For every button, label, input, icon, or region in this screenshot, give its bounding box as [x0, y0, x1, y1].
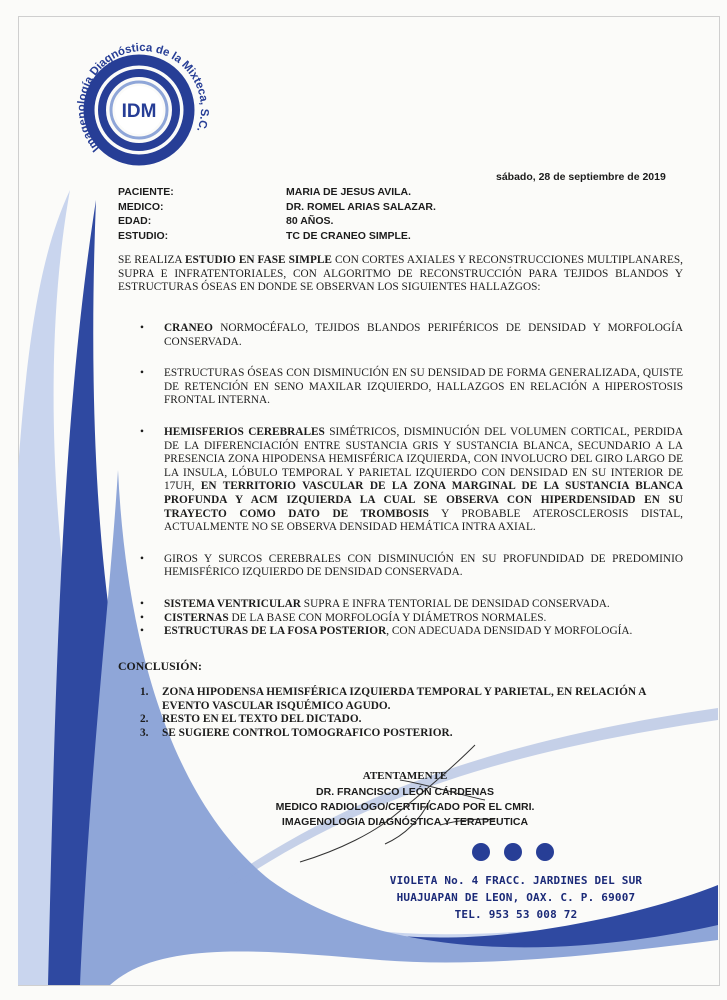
report-date: sábado, 28 de septiembre de 2019 — [496, 171, 666, 183]
finding-text: SIMÉTRICOS, DISMINUCIÓN DEL VOLUMEN CORTICAL, PERDIDA DE LA DIFERENCIACIÓN ENTRE SUSTANCIA GRIS Y SUSTANCIA BLANCA, SECUNDARIO A LA PRESENCIA ZONA HIPODENSA HEMISFÉRICA IZQUIERDA, CON INVOLUCRO DEL GIRO LARGO DE LA INSULA, LÓBULO TEMPORAL Y PARIETAL IZQUIERDO CON DENSIDAD EN SU INTERIOR DE 17UH, — [164, 425, 683, 493]
finding-emphasis: EN TERRITORIO VASCULAR DE LA ZONA MARGINAL DE LA SUSTANCIA BLANCA PROFUNDA Y ACM IZQUIERDA LA CUAL SE OBSERVA CON HIPERDENSIDAD EN SU TRAYECTO COMO DATO DE TROMBOSIS — [164, 480, 683, 520]
dot-icon — [536, 843, 554, 861]
finding-text: ESTRUCTURAS ÓSEAS CON DISMINUCIÓN EN SU DENSIDAD DE FORMA GENERALIZADA, QUISTE DE RETENCIÓN EN SENO MAXILAR IZQUIERDO, HALLAZGOS EN RELACIÓN A HIPEROSTOSIS FRONTAL INTERNA. — [164, 367, 683, 407]
bullet-icon: • — [140, 625, 144, 638]
idm-logo — [62, 30, 212, 180]
finding-craneo — [140, 322, 683, 349]
patient-label: PACIENTE: — [118, 186, 174, 198]
finding-heading: CRANEO — [164, 322, 213, 334]
conclusion-text: ZONA HIPODENSA HEMISFÉRICA IZQUIERDA TEMPORAL Y PARIETAL, EN RELACIÓN A EVENTO VASCULAR ISQUÉMICO AGUDO. — [162, 686, 646, 712]
finding-heading: HEMISFERIOS CEREBRALES — [164, 425, 325, 438]
conclusion-item — [140, 686, 683, 713]
finding-hemisferios — [140, 426, 683, 535]
conclusion-text: SE SUGIERE CONTROL TOMOGRAFICO POSTERIOR. — [162, 726, 453, 739]
finding-text: SUPRA E INFRA TENTORIAL DE DENSIDAD CONSERVADA. — [300, 597, 610, 610]
conclusion-number: 3. — [140, 726, 149, 739]
dot-icon — [472, 843, 490, 861]
patient-value: MARIA DE JESUS AVILA. — [286, 186, 412, 198]
conclusion-item — [140, 727, 683, 741]
finding-cisternas — [140, 612, 683, 626]
conclusions-list — [140, 686, 683, 740]
study-label: ESTUDIO: — [118, 229, 169, 242]
conclusion-text: RESTO EN EL TEXTO DEL DICTADO. — [162, 713, 362, 726]
finding-fosa-posterior — [140, 625, 683, 639]
intro-paragraph — [118, 254, 683, 295]
doctor-row — [118, 200, 436, 215]
finding-heading: ESTRUCTURAS DE LA FOSA POSTERIOR — [164, 625, 387, 638]
conclusion-item — [140, 713, 683, 727]
doctor-value: DR. ROMEL ARIAS SALAZAR. — [286, 200, 436, 213]
finding-text: NORMOCÉFALO, TEJIDOS BLANDOS PERIFÉRICOS DE DENSIDAD Y MORFOLOGÍA CONSERVADA. — [164, 322, 683, 348]
signature-name: DR. FRANCISCO LEÓN CÁRDENAS — [316, 786, 494, 798]
conclusion-number: 1. — [140, 686, 149, 698]
finding-heading: SISTEMA VENTRICULAR — [164, 597, 301, 610]
age-value: 80 AÑOS. — [286, 215, 334, 227]
finding-giros-surcos — [140, 553, 683, 580]
intro-text-start: SE REALIZA — [118, 254, 185, 266]
study-row — [118, 229, 436, 244]
finding-heading: CISTERNAS — [164, 611, 229, 624]
findings-list — [140, 322, 683, 639]
finding-sistema-ventricular — [140, 598, 683, 612]
dot-icon — [504, 843, 522, 861]
address-line-1: VIOLETA No. 4 FRACC. JARDINES DEL SUR — [389, 874, 643, 887]
study-value: TC DE CRANEO SIMPLE. — [286, 229, 411, 242]
logo-arc-text: Imagenología Diagnóstica de la Mixteca, S.C. — [75, 42, 211, 154]
age-label: EDAD: — [118, 215, 152, 227]
finding-text: DE LA BASE CON MORFOLOGÍA Y DIÁMETROS NORMALES. — [228, 611, 547, 624]
bullet-icon: • — [140, 611, 144, 624]
signature-org: IMAGENOLOGIA DIAGNÓSTICA Y TERAPEUTICA — [281, 816, 529, 828]
finding-text: GIROS Y SURCOS CEREBRALES CON DISMINUCIÓN EN SU PROFUNDIDAD DE PREDOMINIO HEMISFÉRICO IZQUIERDO DE DENSIDAD CONSERVADA. — [164, 552, 683, 579]
logo-monogram: IDM — [121, 101, 157, 122]
patient-header — [118, 185, 436, 243]
signature-closing: ATENTAMENTE — [362, 770, 448, 782]
intro-bold: ESTUDIO EN FASE SIMPLE — [184, 254, 332, 266]
bullet-icon: • — [140, 552, 144, 565]
doctor-label: MEDICO: — [118, 200, 164, 213]
age-row — [118, 214, 436, 229]
finding-estructuras-oseas — [140, 367, 683, 408]
bullet-icon: • — [140, 367, 144, 380]
conclusion-number: 2. — [140, 713, 149, 726]
conclusion-title: CONCLUSIÓN: — [118, 659, 202, 673]
bullet-icon: • — [140, 425, 144, 438]
finding-text: , CON ADECUADA DENSIDAD Y MORFOLOGÍA. — [386, 625, 633, 638]
intro-text-end: CON CORTES AXIALES Y RECONSTRUCCIONES MULTIPLANARES, SUPRA E INFRATENTORIALES, CON ALGORITMO DE RECONSTRUCCIÓN PARA TEJIDOS BLANDOS Y ESTRUCTURAS ÓSEAS EN DONDE SE OBSERVAN LOS SIGUIENTES HALLAZGOS: — [118, 254, 684, 294]
finding-text: Y PROBABLE ATEROSCLEROSIS DISTAL, ACTUALMENTE NO SE OBSERVA DENSIDAD HEMÁTICA INTRA AXIAL. — [164, 507, 683, 534]
address-line-2: HUAJUAPAN DE LEON, OAX. C. P. 69007 — [396, 891, 636, 904]
signature-title: MEDICO RADIOLOGO/CERTIFICADO POR EL CMRI. — [275, 801, 535, 813]
address-phone: TEL. 953 53 008 72 — [454, 908, 578, 921]
bullet-icon: • — [140, 322, 144, 334]
bullet-icon: • — [140, 597, 144, 610]
patient-row — [118, 185, 436, 200]
